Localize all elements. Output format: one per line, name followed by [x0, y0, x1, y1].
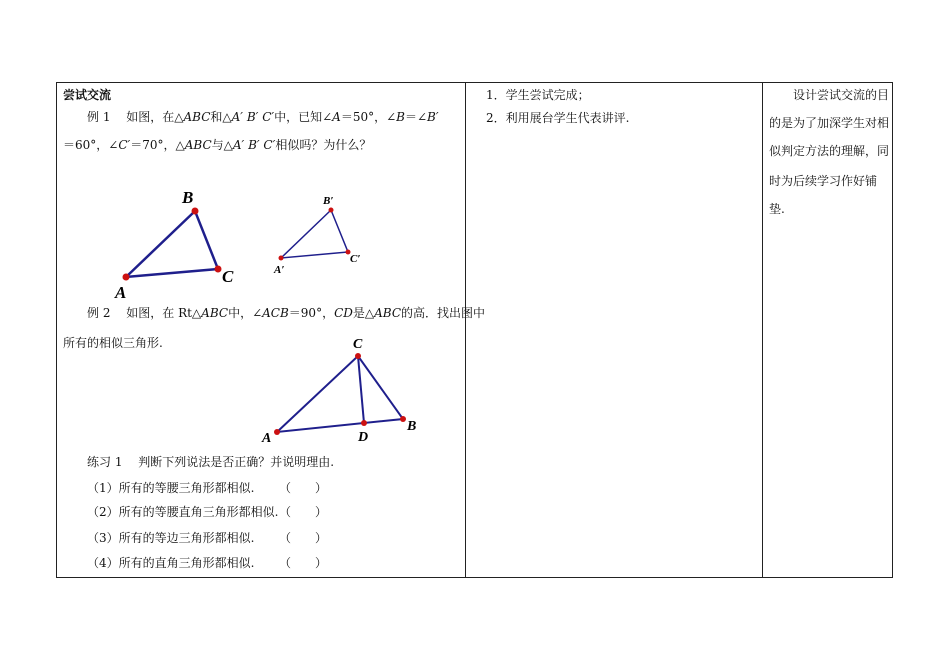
right-line-4: 时为后续学习作好铺: [769, 174, 878, 188]
right-cell: [763, 83, 893, 577]
label-a-prime: A′: [274, 264, 285, 276]
right-line-5: 垫.: [769, 202, 785, 216]
vertex-a-prime: [279, 256, 284, 261]
label-b-prime: B′: [323, 195, 334, 207]
practice-item-1: （1）所有的等腰三角形都相似.: [87, 481, 255, 495]
vertex-b: [192, 208, 199, 215]
example2-line1: 例 2 如图，在 Rt△ABC中，∠ACB＝90°，CD是△ABC的高．找出图中: [87, 306, 486, 320]
practice-paren-2: （ ）: [279, 505, 328, 519]
left-cell: [57, 83, 486, 577]
example1-figure: [57, 83, 465, 577]
section-heading: 尝试交流: [63, 88, 112, 102]
vertex-a: [123, 274, 130, 281]
practice-item-2: （2）所有的等腰直角三角形都相似.: [87, 505, 279, 519]
practice-item-4: （4）所有的直角三角形都相似.: [87, 556, 255, 570]
example2-line2: 所有的相似三角形.: [63, 336, 163, 350]
vertex-c: [215, 266, 222, 273]
triangle-abc: [126, 211, 218, 277]
label-b: B: [182, 188, 194, 207]
practice-title: 练习 1 判断下列说法是否正确？并说明理由.: [87, 455, 335, 469]
example1-line1: 例 1 如图，在△ABC和△A′ B′ C′中，已知∠A＝50°，∠B＝∠B′: [87, 110, 439, 124]
triangle-abc-prime: [281, 210, 348, 258]
vertex-d2: [361, 420, 367, 426]
label-c2: C: [353, 337, 363, 352]
middle-item-2: 2．利用展台学生代表讲评.: [486, 111, 630, 125]
practice-paren-1: （ ）: [279, 481, 328, 495]
example2-figure: [261, 337, 416, 446]
label-a: A: [115, 283, 127, 302]
vertex-c2: [355, 353, 361, 359]
practice-paren-4: （ ）: [279, 556, 328, 570]
vertex-a2: [274, 429, 280, 435]
practice-paren-3: （ ）: [279, 531, 328, 545]
label-d2: D: [358, 430, 369, 445]
lesson-table: [56, 82, 893, 578]
right-line-3: 似判定方法的理解，同: [769, 144, 890, 158]
example1-line2: ＝60°，∠C′＝70°，△ABC与△A′ B′ C′相似吗？为什么？: [63, 138, 372, 152]
middle-cell: [466, 83, 762, 577]
vertex-b2: [400, 416, 406, 422]
label-c-prime: C′: [350, 253, 361, 265]
altitude-cd: [358, 356, 364, 423]
label-c: C: [222, 267, 234, 286]
practice-item-3: （3）所有的等边三角形都相似.: [87, 531, 255, 545]
label-a2: A: [262, 431, 272, 446]
right-line-1: 设计尝试交流的目: [793, 88, 890, 102]
right-line-2: 的是为了加深学生对相: [769, 116, 890, 130]
label-b2: B: [407, 419, 417, 434]
triangle-abc-right: [277, 356, 403, 432]
middle-item-1: 1．学生尝试完成；: [486, 88, 590, 102]
vertex-b-prime: [329, 208, 334, 213]
